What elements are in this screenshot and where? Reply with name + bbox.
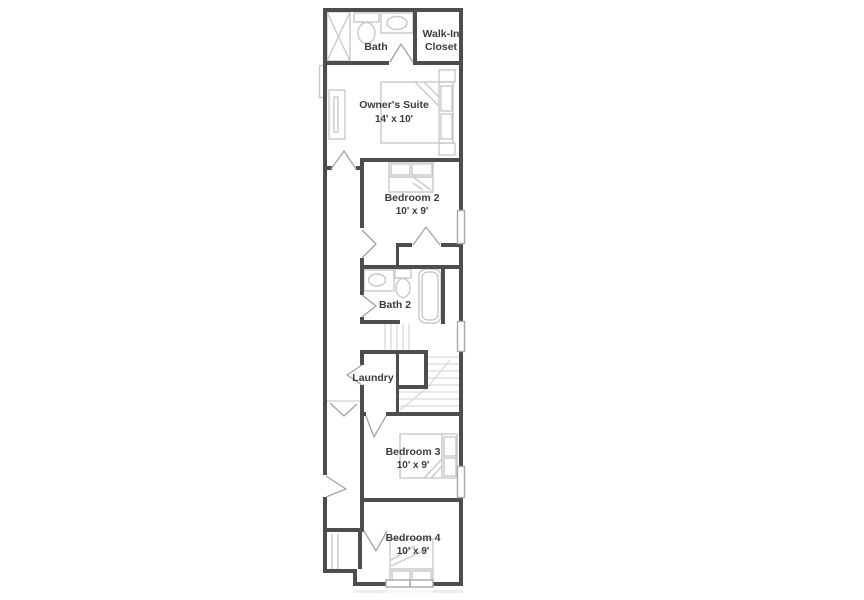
window-icon — [386, 580, 410, 587]
room-label-walk-in-closet: Closet — [424, 41, 458, 53]
wall-segment — [396, 354, 399, 416]
room-label-owners-suite: Owner's Suite — [359, 99, 429, 111]
nightstand-icon — [439, 143, 455, 155]
wall-segment — [323, 569, 357, 573]
room-label-bath2: Bath 2 — [378, 299, 412, 311]
reflection-strip — [386, 589, 433, 593]
bottom-reflection — [353, 589, 463, 593]
wall-segment — [424, 354, 428, 389]
window-icon — [458, 211, 465, 244]
wall-segment — [396, 243, 412, 247]
wall-segment — [360, 350, 428, 354]
wall-segment — [360, 158, 463, 162]
wall-segment — [413, 61, 463, 65]
sink-icon — [387, 17, 407, 30]
bed-pillow — [412, 164, 432, 175]
window-icon — [458, 322, 465, 352]
wall-segment — [323, 528, 364, 532]
wall-segment — [360, 412, 366, 416]
wall-segment — [360, 498, 463, 502]
wall-segment — [358, 532, 362, 569]
door-swing-hallway — [330, 403, 357, 416]
nightstand-icon — [439, 70, 455, 82]
door-swing-bedroom2-hall — [413, 227, 440, 245]
bed-pillow — [441, 86, 452, 111]
door-swing-bedroom4 — [364, 531, 387, 551]
door-swing-bedroom3 — [366, 416, 386, 437]
bed-pillow — [441, 114, 452, 139]
wall-segment — [386, 412, 463, 416]
bed-pillow — [391, 164, 410, 175]
window-icon — [458, 467, 465, 498]
wall-segment — [413, 8, 417, 65]
wall-segment — [323, 8, 463, 12]
room-dims-bedroom2: 10' x 9' — [395, 206, 429, 217]
room-label-walk-in-closet: Walk-In — [422, 28, 460, 40]
room-label-bath: Bath — [364, 41, 388, 53]
dresser-icon — [334, 97, 338, 132]
door-swing-bath — [390, 44, 413, 62]
toilet-icon — [396, 279, 410, 298]
door-swing-bedroom2 — [362, 230, 376, 258]
toilet-icon — [354, 13, 379, 22]
wall-segment — [360, 265, 463, 269]
bathtub-icon — [422, 272, 438, 320]
door-swing-hall-closet — [326, 476, 346, 497]
bedroom2-furniture — [389, 162, 433, 192]
bath2-fixtures — [364, 269, 441, 323]
wall-segment — [323, 8, 327, 475]
wall-segment — [396, 247, 399, 265]
wall-segment — [360, 320, 400, 324]
room-label-bedroom3: Bedroom 3 — [385, 446, 441, 458]
door-swing-owners-suite — [331, 151, 356, 169]
room-label-bedroom2: Bedroom 2 — [384, 192, 440, 204]
wall-segment — [360, 385, 364, 412]
room-dims-owners-suite: 14' x 10' — [374, 114, 414, 125]
bed-pillow — [444, 458, 456, 476]
wall-segment — [360, 258, 364, 295]
wall-segment — [323, 166, 332, 170]
bed-pillow — [444, 437, 456, 456]
sink-icon — [369, 274, 386, 286]
wall-segment — [360, 162, 364, 228]
room-label-bedroom4: Bedroom 4 — [385, 532, 441, 544]
wall-segment — [441, 269, 445, 324]
bath-fixtures — [327, 12, 413, 61]
window-icon — [410, 580, 433, 587]
wall-segment — [360, 416, 364, 532]
room-label-laundry: Laundry — [352, 372, 394, 384]
toilet-icon — [395, 269, 411, 278]
room-dims-bedroom4: 10' x 9' — [396, 546, 430, 557]
wall-segment — [323, 497, 327, 573]
wall-segment — [323, 61, 389, 65]
room-dims-bedroom3: 10' x 9' — [396, 460, 430, 471]
wall-segment — [399, 385, 428, 389]
door-swing-bath2 — [362, 295, 376, 317]
